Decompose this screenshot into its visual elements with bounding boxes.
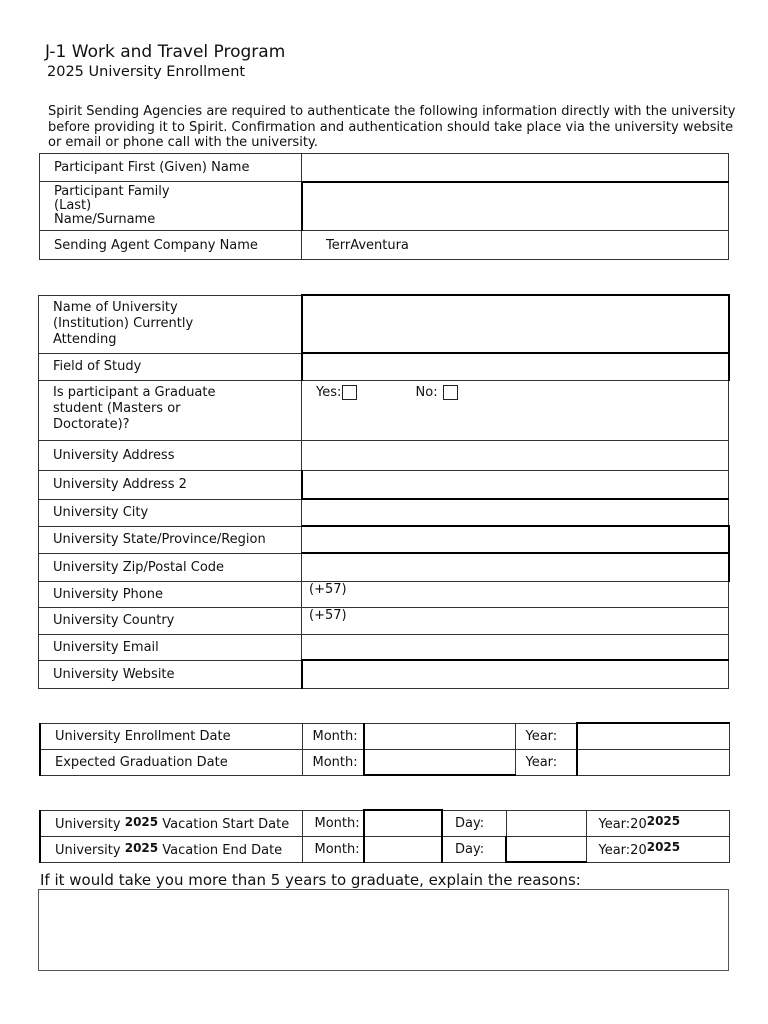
explain-question: If it would take you more than 5 years to graduate, explain the reasons: <box>40 871 581 889</box>
email-label: University Email <box>39 634 302 660</box>
graduate-label-line3: Doctorate)? <box>53 416 130 432</box>
vacation-start-day-field[interactable] <box>506 810 586 836</box>
graduate-label <box>39 380 302 440</box>
explain-answer-box[interactable] <box>38 889 729 971</box>
email-field[interactable] <box>302 634 729 660</box>
enrollment-year-label: Year: <box>515 723 577 749</box>
agent-company-field[interactable]: TerrAventura <box>302 231 729 260</box>
graduate-label-line2: student (Masters or <box>53 400 181 416</box>
university-name-label <box>39 295 302 353</box>
yes-label: Yes: <box>316 384 342 400</box>
vacation-start-year-label: Year:20 <box>598 817 647 832</box>
vacation-end-prefix: University <box>55 842 121 858</box>
graduation-month-label: Month: <box>302 749 364 775</box>
website-label: University Website <box>39 660 302 688</box>
phone-field[interactable]: (+57) <box>302 581 729 607</box>
university-table <box>38 294 730 689</box>
state-field[interactable] <box>302 526 729 553</box>
family-name-label-line1: Participant Family <box>54 184 170 199</box>
enrollment-month-label: Month: <box>302 723 364 749</box>
university-name-label-line3: Attending <box>53 332 117 347</box>
address-label: University Address <box>39 440 302 470</box>
vacation-end-year-value: 2025 <box>646 840 681 854</box>
address2-label: University Address 2 <box>39 470 302 499</box>
city-label: University City <box>39 499 302 526</box>
family-name-label <box>40 182 302 231</box>
vacation-end-suffix: Vacation End Date <box>162 842 283 858</box>
vacation-start-day-label: Day: <box>442 810 506 836</box>
city-field[interactable] <box>302 499 729 526</box>
country-label: University Country <box>39 607 302 634</box>
vacation-start-year-cell[interactable] <box>586 810 729 836</box>
university-name-label-line2: (Institution) Currently <box>53 316 194 331</box>
graduate-options <box>302 380 729 440</box>
phone-label: University Phone <box>39 581 302 607</box>
first-name-label: Participant First (Given) Name <box>40 154 302 182</box>
address2-field[interactable] <box>302 470 729 499</box>
field-of-study-field[interactable] <box>302 353 729 380</box>
field-of-study-label: Field of Study <box>39 353 302 380</box>
participant-table <box>39 153 729 260</box>
address-field[interactable] <box>302 440 729 470</box>
vacation-start-prefix: University <box>55 816 121 832</box>
graduation-year-label: Year: <box>515 749 577 775</box>
family-name-label-line2: (Last) <box>54 198 92 213</box>
page-subtitle: 2025 University Enrollment <box>47 64 246 80</box>
vacation-start-year-inline: 2025 <box>124 814 159 829</box>
vacation-start-year-value: 2025 <box>646 814 681 828</box>
no-label: No: <box>415 384 438 400</box>
graduation-date-label: Expected Graduation Date <box>40 749 302 775</box>
vacation-start-month-field[interactable] <box>364 810 442 836</box>
university-name-field[interactable] <box>302 295 729 353</box>
first-name-field[interactable] <box>302 154 729 182</box>
agent-company-label: Sending Agent Company Name <box>40 231 302 260</box>
enrollment-date-label: University Enrollment Date <box>40 723 302 749</box>
vacation-table <box>39 809 730 863</box>
vacation-end-year-cell[interactable] <box>586 836 729 862</box>
vacation-end-month-label: Month: <box>302 836 364 862</box>
no-checkbox[interactable] <box>443 385 458 400</box>
intro-text: Spirit Sending Agencies are required to authenticate the following information directly with the university before providing it to Spirit. Confirmation and authentication should take place via the university website or email or phone call with the university. <box>48 104 736 150</box>
zip-field[interactable] <box>302 553 729 581</box>
country-field[interactable]: (+57) <box>302 607 729 634</box>
vacation-start-label <box>40 810 302 836</box>
zip-label: University Zip/Postal Code <box>39 553 302 581</box>
graduation-year-field[interactable] <box>577 749 729 775</box>
vacation-end-month-field[interactable] <box>364 836 442 862</box>
yes-checkbox[interactable] <box>342 385 357 400</box>
vacation-start-month-label: Month: <box>302 810 364 836</box>
vacation-end-label <box>40 836 302 862</box>
family-name-label-line3: Name/Surname <box>54 212 156 227</box>
enrollment-month-field[interactable] <box>364 723 515 749</box>
family-name-field[interactable] <box>302 182 729 231</box>
vacation-end-day-label: Day: <box>442 836 506 862</box>
website-field[interactable] <box>302 660 729 688</box>
vacation-start-suffix: Vacation Start Date <box>162 816 290 832</box>
vacation-end-year-inline: 2025 <box>124 840 159 855</box>
vacation-end-day-field[interactable] <box>506 836 586 862</box>
university-name-label-line1: Name of University <box>53 300 178 315</box>
graduation-month-field[interactable] <box>364 749 515 775</box>
state-label: University State/Province/Region <box>39 526 302 553</box>
enrollment-year-field[interactable] <box>577 723 729 749</box>
graduate-label-line1: Is participant a Graduate <box>53 384 216 400</box>
page-title: J-1 Work and Travel Program <box>45 42 286 62</box>
enrollment-table <box>39 722 730 776</box>
vacation-end-year-label: Year:20 <box>598 843 647 858</box>
